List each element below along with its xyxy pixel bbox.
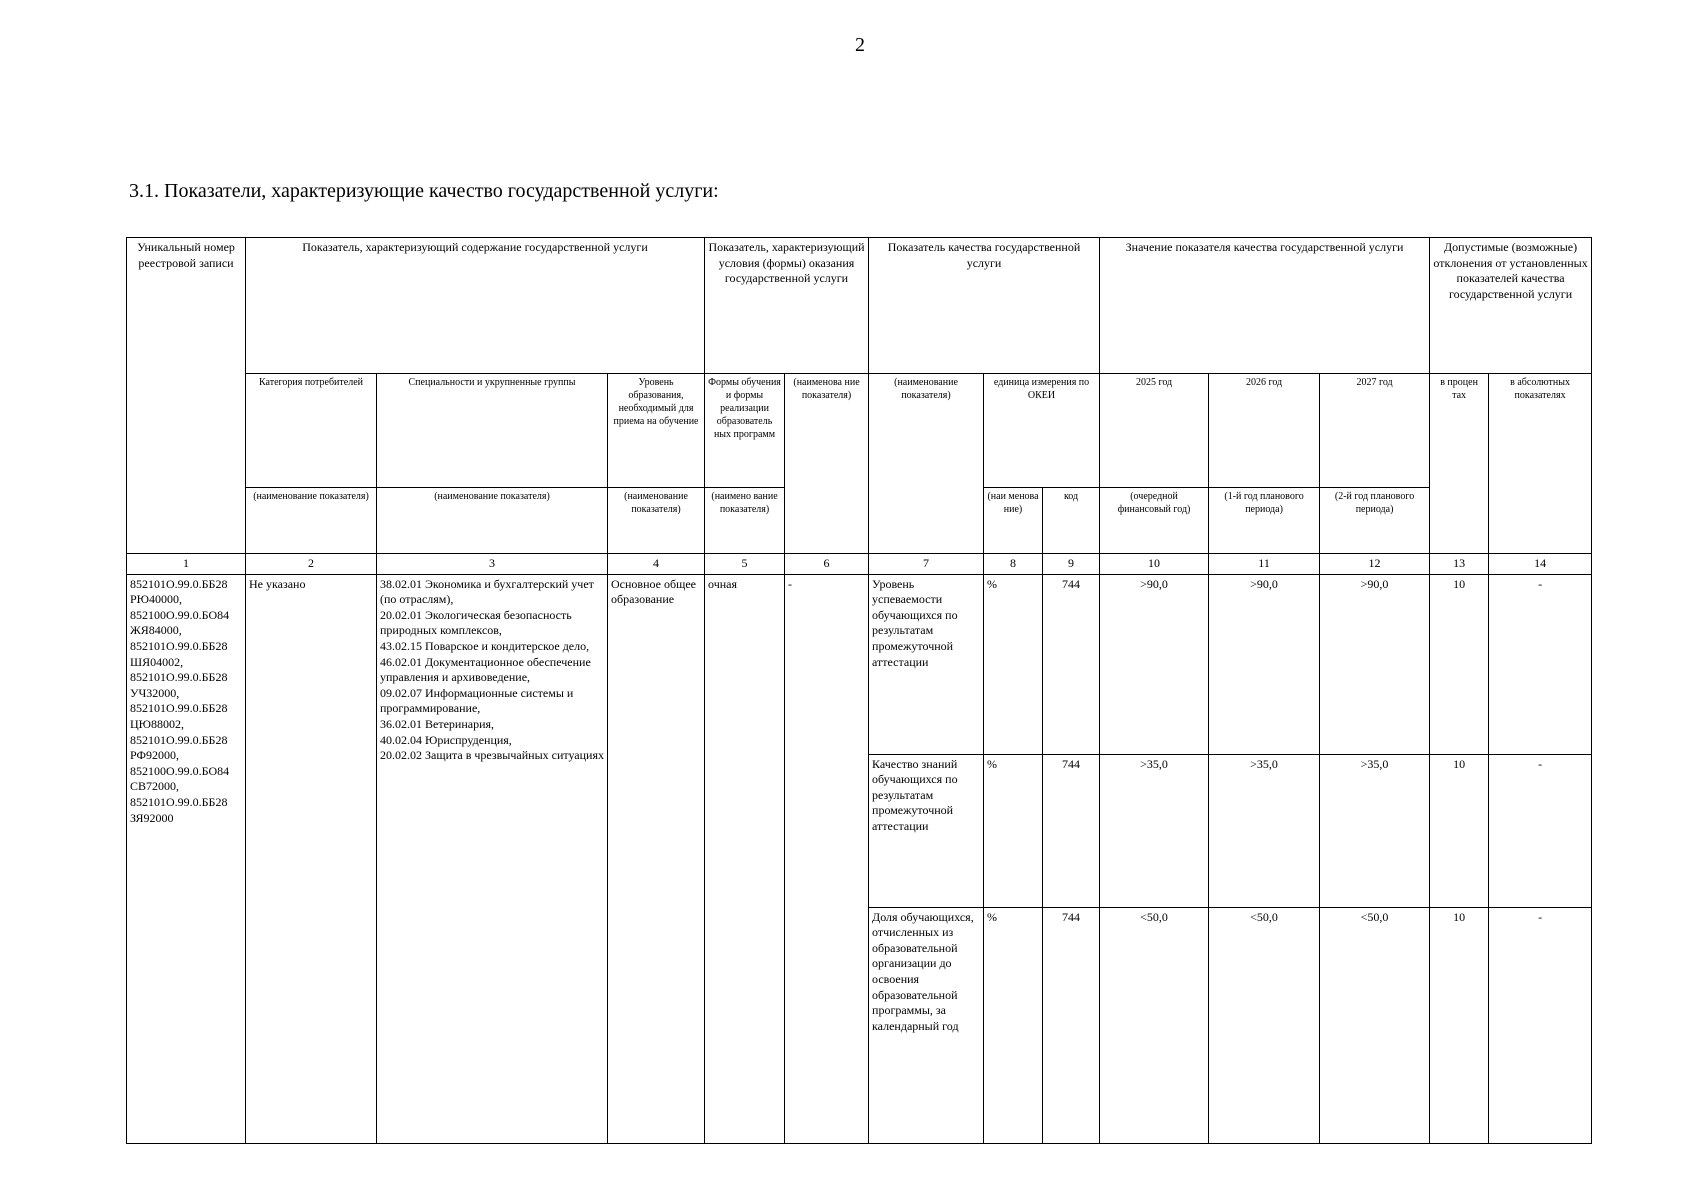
header-indicator-name-6: (наименова ние показателя): [785, 374, 869, 554]
header-name-3: (наименование показателя): [377, 488, 608, 554]
education-level-cell: Основное общее образование: [608, 574, 705, 1143]
page-number: 2: [855, 34, 865, 56]
registry-number: 852101О.99.0.ББ28 ШЯ04002,: [130, 638, 228, 669]
specialty-item: 20.02.01 Экологическая безопасность природных комплексов,: [380, 607, 572, 638]
header-year-2026: 2026 год: [1209, 374, 1320, 488]
header-unit-okei: единица измерения по ОКЕИ: [984, 374, 1100, 488]
header-in-percent: в процен тах: [1430, 374, 1489, 554]
indicator-value-2027: >35,0: [1320, 754, 1430, 907]
indicator-value-2025: >90,0: [1100, 574, 1209, 754]
registry-number: 852101О.99.0.ББ28 УЧ32000,: [130, 670, 228, 700]
indicator-value-2026: <50,0: [1209, 907, 1320, 1143]
specialty-item: 46.02.01 Документационное обеспечение управления и архивоведение,: [380, 654, 591, 685]
registry-number: 852100О.99.0.БО84 СВ72000,: [130, 763, 230, 794]
indicator-unit: %: [984, 907, 1043, 1143]
indicator-deviation-absolute: -: [1489, 754, 1592, 907]
header-specialties: Специальности и укрупненные группы: [377, 374, 608, 488]
header-consumer-category: Категория потребителей: [246, 374, 377, 488]
indicator-name: Уровень успеваемости обучающихся по результатам промежуточной аттестации: [869, 574, 984, 754]
column-number: 2: [246, 554, 377, 575]
indicator-name: Доля обучающихся, отчисленных из образовательной организации до освоения образовательной программы, за календарный год: [869, 907, 984, 1143]
indicator-value-2025: <50,0: [1100, 907, 1209, 1143]
column-number: 5: [705, 554, 785, 575]
specialty-item: 40.02.04 Юриспруденция,: [380, 732, 512, 747]
indicator-code: 744: [1043, 754, 1100, 907]
registry-numbers-cell: [127, 574, 246, 1143]
indicator-name: Качество знаний обучающихся по результатам промежуточной аттестации: [869, 754, 984, 907]
section-title: 3.1. Показатели, характеризующие качество государственной услуги:: [129, 180, 719, 202]
header-registry-number: Уникальный номер реестровой записи: [127, 238, 246, 554]
header-value-group: Значение показателя качества государственной услуги: [1100, 238, 1430, 374]
registry-number: 852101О.99.0.ББ28 РФ92000,: [130, 732, 228, 763]
header-education-level: Уровень образования, необходимый для приема на обучение: [608, 374, 705, 488]
header-name-5: (наимено вание показателя): [705, 488, 785, 554]
specialty-item: 43.02.15 Поварское и кондитерское дело,: [380, 638, 590, 653]
column-number: 6: [785, 554, 869, 575]
column-number: 10: [1100, 554, 1209, 575]
table-row: [127, 574, 1592, 754]
indicator-deviation-absolute: -: [1489, 907, 1592, 1143]
registry-number: 852101О.99.0.ББ28 ЦЮ88002,: [130, 701, 228, 731]
header-study-forms: Формы обучения и формы реализации образователь ных программ: [705, 374, 785, 488]
header-content-group: Показатель, характеризующий содержание государственной услуги: [246, 238, 705, 374]
indicator-value-2027: <50,0: [1320, 907, 1430, 1143]
header-year-2027: 2027 год: [1320, 374, 1430, 488]
indicator-code: 744: [1043, 907, 1100, 1143]
header-fy-plan-1: (1-й год планового периода): [1209, 488, 1320, 554]
header-deviation-group: Допустимые (возможные) отклонения от установленных показателей качества государственной услуги: [1430, 238, 1592, 374]
indicator-deviation-percent: 10: [1430, 907, 1489, 1143]
specialties-cell: [377, 574, 608, 1143]
header-name-2: (наименование показателя): [246, 488, 377, 554]
indicator-unit: %: [984, 574, 1043, 754]
registry-number: 852101О.99.0.ББ28 ЗЯ92000: [130, 794, 228, 825]
indicator-deviation-percent: 10: [1430, 754, 1489, 907]
header-fy-current: (очередной финансовый год): [1100, 488, 1209, 554]
column-number-row: [127, 554, 1592, 575]
indicator-code: 744: [1043, 574, 1100, 754]
header-year-2025: 2025 год: [1100, 374, 1209, 488]
column-number: 14: [1489, 554, 1592, 575]
registry-number: 852101О.99.0.ББ28 РЮ40000,: [130, 576, 228, 607]
study-form-cell: очная: [705, 574, 785, 1143]
quality-indicators-table: [126, 237, 1592, 1144]
specialty-item: 38.02.01 Экономика и бухгалтерский учет (по отраслям),: [380, 576, 594, 607]
header-indicator-name-7: (наименование показателя): [869, 374, 984, 554]
indicator-value-2027: >90,0: [1320, 574, 1430, 754]
consumer-category-cell: Не указано: [246, 574, 377, 1143]
indicator-value-2026: >90,0: [1209, 574, 1320, 754]
indicator-unit: %: [984, 754, 1043, 907]
registry-number: 852100О.99.0.БО84 ЖЯ84000,: [130, 607, 230, 638]
specialty-item: 09.02.07 Информационные системы и программирование,: [380, 685, 574, 716]
indicator-deviation-percent: 10: [1430, 574, 1489, 754]
header-in-absolute: в абсолютных показателях: [1489, 374, 1592, 554]
column-number: 9: [1043, 554, 1100, 575]
header-name-4: (наименование показателя): [608, 488, 705, 554]
column-number: 1: [127, 554, 246, 575]
header-unit-name: (наи менова ние): [984, 488, 1043, 554]
indicator-value-2025: >35,0: [1100, 754, 1209, 907]
specialty-item: 20.02.02 Защита в чрезвычайных ситуациях: [380, 748, 604, 763]
column-number: 11: [1209, 554, 1320, 575]
indicator-value-2026: >35,0: [1209, 754, 1320, 907]
column-number: 4: [608, 554, 705, 575]
specialty-item: 36.02.01 Ветеринария,: [380, 716, 495, 731]
column-number: 12: [1320, 554, 1430, 575]
column-number: 13: [1430, 554, 1489, 575]
indicator-deviation-absolute: -: [1489, 574, 1592, 754]
column-number: 7: [869, 554, 984, 575]
header-quality-group: Показатель качества государственной услуги: [869, 238, 1100, 374]
column-number: 8: [984, 554, 1043, 575]
header-fy-plan-2: (2-й год планового периода): [1320, 488, 1430, 554]
col6-cell: -: [785, 574, 869, 1143]
column-number: 3: [377, 554, 608, 575]
header-unit-code: код: [1043, 488, 1100, 554]
header-conditions-group: Показатель, характеризующий условия (формы) оказания государственной услуги: [705, 238, 869, 374]
